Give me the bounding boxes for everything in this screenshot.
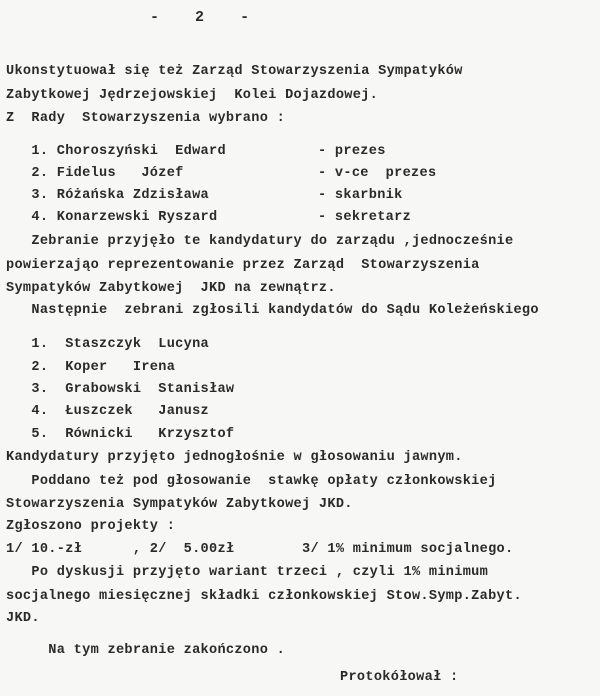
page-number-dash-right: - <box>240 9 250 26</box>
text-line: Sympatyków Zabytkowej JKD na zewnątrz. <box>6 281 336 296</box>
board-member-role: - v-ce prezes <box>318 166 437 181</box>
text-line: Z Rady Stowarzyszenia wybrano : <box>6 111 286 126</box>
text-line: Ukonstytuował się też Zarząd Stowarzyszenia Sympatyków <box>6 64 463 79</box>
signature-label: Protokółował : <box>340 670 459 685</box>
court-candidate: 2. Koper Irena <box>6 360 176 375</box>
text-line: 1/ 10.-zł , 2/ 5.00zł 3/ 1% minimum socjalnego. <box>6 542 514 557</box>
text-line: Poddano też pod głosowanie stawkę opłaty członkowskiej <box>6 474 497 489</box>
text-line: Na tym zebranie zakończono . <box>6 643 286 658</box>
text-line: socjalnego miesięcznej składki członkowskiej Stow.Symp.Zabyt. <box>6 589 522 604</box>
page-number <box>150 10 249 26</box>
board-member-role: - sekretarz <box>318 210 412 225</box>
board-member <box>6 210 412 226</box>
board-member <box>6 188 403 204</box>
text-line: Zabytkowej Jędrzejowskiej Kolei Dojazdowej. <box>6 88 379 103</box>
court-candidate: 4. Łuszczek Janusz <box>6 404 209 419</box>
board-member-name: 2. Fidelus Józef <box>6 166 184 181</box>
text-line: Zebranie przyjęło te kandydatury do zarządu ,jednocześnie <box>6 234 514 249</box>
board-member-name: 4. Konarzewski Ryszard <box>6 210 218 225</box>
text-line: Następnie zebrani zgłosili kandydatów do Sądu Koleżeńskiego <box>6 303 539 318</box>
text-line: Zgłoszono projekty : <box>6 519 176 534</box>
board-member-name: 1. Choroszyński Edward <box>6 144 226 159</box>
board-member <box>6 166 437 182</box>
court-candidate: 5. Równicki Krzysztof <box>6 427 235 442</box>
court-candidate: 1. Staszczyk Lucyna <box>6 337 209 352</box>
text-line: Po dyskusji przyjęto wariant trzeci , czyli 1% minimum <box>6 565 489 580</box>
text-line: powierzająo reprezentowanie przez Zarząd Stowarzyszenia <box>6 258 480 273</box>
text-line: JKD. <box>6 611 40 626</box>
board-member-role: - prezes <box>318 144 386 159</box>
board-member-role: - skarbnik <box>318 188 403 203</box>
page-number-dash-left: - <box>150 9 160 26</box>
board-member <box>6 144 386 160</box>
board-member-name: 3. Różańska Zdzisława <box>6 188 209 203</box>
court-candidate: 3. Grabowski Stanisław <box>6 382 235 397</box>
text-line: Stowarzyszenia Sympatyków Zabytkowej JKD. <box>6 497 353 512</box>
text-line: Kandydatury przyjęto jednogłośnie w głosowaniu jawnym. <box>6 450 463 465</box>
page-number-value: 2 <box>195 9 205 26</box>
